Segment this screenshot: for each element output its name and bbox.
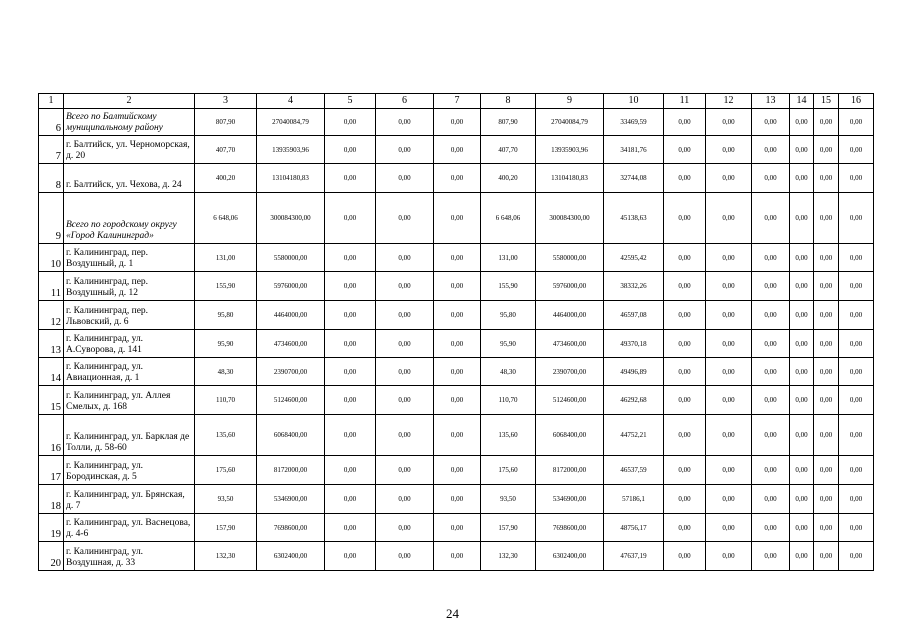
value-cell: 0,00 (664, 193, 706, 244)
value-cell: 0,00 (434, 301, 481, 330)
value-cell: 0,00 (752, 164, 790, 193)
row-number: 18 (39, 485, 64, 514)
value-cell: 0,00 (664, 244, 706, 272)
value-cell: 0,00 (325, 244, 376, 272)
header-cell: 5 (325, 94, 376, 109)
value-cell: 0,00 (790, 542, 814, 571)
value-cell: 0,00 (434, 415, 481, 456)
value-cell: 0,00 (839, 415, 874, 456)
value-cell: 42595,42 (604, 244, 664, 272)
table-row (39, 244, 874, 272)
value-cell: 0,00 (664, 456, 706, 485)
value-cell: 0,00 (752, 301, 790, 330)
table-row (39, 136, 874, 164)
value-cell: 32744,08 (604, 164, 664, 193)
value-cell: 0,00 (664, 272, 706, 301)
value-cell: 6302400,00 (536, 542, 604, 571)
value-cell: 0,00 (325, 164, 376, 193)
value-cell: 4464000,00 (536, 301, 604, 330)
value-cell: 0,00 (790, 272, 814, 301)
value-cell: 48,30 (195, 358, 257, 386)
value-cell: 0,00 (839, 164, 874, 193)
value-cell: 0,00 (376, 272, 434, 301)
value-cell: 407,70 (481, 136, 536, 164)
row-number: 8 (39, 164, 64, 193)
row-number: 19 (39, 514, 64, 542)
value-cell: 0,00 (752, 136, 790, 164)
value-cell: 0,00 (434, 386, 481, 415)
value-cell: 0,00 (325, 330, 376, 358)
value-cell: 0,00 (790, 109, 814, 136)
value-cell: 407,70 (195, 136, 257, 164)
value-cell: 300084300,00 (536, 193, 604, 244)
value-cell: 0,00 (706, 485, 752, 514)
row-number: 17 (39, 456, 64, 485)
row-number: 14 (39, 358, 64, 386)
value-cell: 0,00 (706, 272, 752, 301)
value-cell: 0,00 (814, 456, 839, 485)
header-cell: 2 (64, 94, 195, 109)
value-cell: 0,00 (706, 301, 752, 330)
value-cell: 0,00 (706, 193, 752, 244)
value-cell: 131,00 (481, 244, 536, 272)
value-cell: 6068400,00 (536, 415, 604, 456)
value-cell: 0,00 (752, 330, 790, 358)
table-row (39, 301, 874, 330)
row-number: 20 (39, 542, 64, 571)
value-cell: 7698600,00 (536, 514, 604, 542)
value-cell: 0,00 (325, 193, 376, 244)
value-cell: 13104180,83 (257, 164, 325, 193)
header-cell: 11 (664, 94, 706, 109)
value-cell: 0,00 (706, 415, 752, 456)
value-cell: 0,00 (325, 301, 376, 330)
value-cell: 93,50 (481, 485, 536, 514)
value-cell: 0,00 (752, 386, 790, 415)
value-cell: 175,60 (481, 456, 536, 485)
value-cell: 0,00 (706, 109, 752, 136)
value-cell: 46537,59 (604, 456, 664, 485)
value-cell: 0,00 (839, 542, 874, 571)
value-cell: 5124600,00 (257, 386, 325, 415)
value-cell: 0,00 (434, 514, 481, 542)
value-cell: 0,00 (752, 456, 790, 485)
value-cell: 0,00 (664, 485, 706, 514)
object-name: г. Калининград, ул. Брянская, д. 7 (64, 485, 195, 514)
value-cell: 33469,59 (604, 109, 664, 136)
value-cell: 0,00 (790, 415, 814, 456)
value-cell: 6068400,00 (257, 415, 325, 456)
row-number: 9 (39, 193, 64, 244)
value-cell: 0,00 (790, 301, 814, 330)
value-cell: 13935903,96 (536, 136, 604, 164)
value-cell: 5346900,00 (257, 485, 325, 514)
value-cell: 0,00 (706, 386, 752, 415)
value-cell: 8172000,00 (257, 456, 325, 485)
value-cell: 0,00 (664, 136, 706, 164)
value-cell: 0,00 (814, 415, 839, 456)
table-row (39, 415, 874, 456)
header-cell: 16 (839, 94, 874, 109)
value-cell: 0,00 (376, 456, 434, 485)
value-cell: 0,00 (706, 456, 752, 485)
value-cell: 5124600,00 (536, 386, 604, 415)
value-cell: 0,00 (814, 514, 839, 542)
table-row (39, 272, 874, 301)
value-cell: 46292,68 (604, 386, 664, 415)
value-cell: 0,00 (752, 272, 790, 301)
object-name: г. Калининград, пер. Львовский, д. 6 (64, 301, 195, 330)
header-cell: 10 (604, 94, 664, 109)
value-cell: 0,00 (376, 109, 434, 136)
value-cell: 0,00 (752, 358, 790, 386)
row-number: 12 (39, 301, 64, 330)
value-cell: 0,00 (790, 358, 814, 386)
value-cell: 0,00 (814, 301, 839, 330)
value-cell: 400,20 (195, 164, 257, 193)
value-cell: 0,00 (434, 542, 481, 571)
value-cell: 49496,89 (604, 358, 664, 386)
value-cell: 4734600,00 (257, 330, 325, 358)
value-cell: 0,00 (814, 485, 839, 514)
value-cell: 0,00 (664, 514, 706, 542)
value-cell: 0,00 (790, 136, 814, 164)
row-number: 13 (39, 330, 64, 358)
value-cell: 0,00 (839, 514, 874, 542)
value-cell: 0,00 (839, 485, 874, 514)
value-cell: 8172000,00 (536, 456, 604, 485)
value-cell: 400,20 (481, 164, 536, 193)
value-cell: 4464000,00 (257, 301, 325, 330)
value-cell: 0,00 (325, 272, 376, 301)
value-cell: 0,00 (706, 330, 752, 358)
value-cell: 0,00 (325, 109, 376, 136)
value-cell: 157,90 (481, 514, 536, 542)
value-cell: 0,00 (706, 244, 752, 272)
object-name: г. Калининград, ул. Аллея Смелых, д. 168 (64, 386, 195, 415)
value-cell: 2390700,00 (257, 358, 325, 386)
value-cell: 0,00 (325, 136, 376, 164)
value-cell: 0,00 (376, 330, 434, 358)
object-name: г. Калининград, ул. Барклая де Толли, д. 58-60 (64, 415, 195, 456)
value-cell: 44752,21 (604, 415, 664, 456)
value-cell: 0,00 (434, 330, 481, 358)
value-cell: 300084300,00 (257, 193, 325, 244)
value-cell: 0,00 (839, 272, 874, 301)
table-row (39, 109, 874, 136)
object-name: г. Калининград, ул. Васнецова, д. 4-6 (64, 514, 195, 542)
value-cell: 0,00 (790, 485, 814, 514)
value-cell: 47637,19 (604, 542, 664, 571)
value-cell: 6302400,00 (257, 542, 325, 571)
value-cell: 0,00 (814, 542, 839, 571)
value-cell: 135,60 (195, 415, 257, 456)
value-cell: 0,00 (664, 415, 706, 456)
value-cell: 0,00 (664, 358, 706, 386)
value-cell: 0,00 (790, 330, 814, 358)
value-cell: 5976000,00 (257, 272, 325, 301)
value-cell: 0,00 (839, 301, 874, 330)
value-cell: 110,70 (481, 386, 536, 415)
value-cell: 0,00 (376, 301, 434, 330)
value-cell: 27040084,79 (536, 109, 604, 136)
value-cell: 0,00 (752, 193, 790, 244)
value-cell: 0,00 (752, 244, 790, 272)
value-cell: 49370,18 (604, 330, 664, 358)
header-cell: 3 (195, 94, 257, 109)
object-name: Всего по Балтийскому муниципальному району (64, 109, 195, 136)
value-cell: 0,00 (839, 456, 874, 485)
value-cell: 0,00 (706, 358, 752, 386)
value-cell: 132,30 (481, 542, 536, 571)
value-cell: 0,00 (325, 415, 376, 456)
value-cell: 0,00 (664, 301, 706, 330)
value-cell: 0,00 (790, 456, 814, 485)
object-name: г. Калининград, пер. Воздушный, д. 12 (64, 272, 195, 301)
value-cell: 95,90 (195, 330, 257, 358)
value-cell: 0,00 (434, 164, 481, 193)
header-cell: 4 (257, 94, 325, 109)
value-cell: 0,00 (706, 164, 752, 193)
object-name: г. Калининград, ул. Воздушная, д. 33 (64, 542, 195, 571)
table-row (39, 456, 874, 485)
value-cell: 157,90 (195, 514, 257, 542)
value-cell: 807,90 (481, 109, 536, 136)
value-cell: 95,80 (195, 301, 257, 330)
value-cell: 57186,1 (604, 485, 664, 514)
value-cell: 0,00 (752, 514, 790, 542)
header-cell: 15 (814, 94, 839, 109)
table-row (39, 358, 874, 386)
value-cell: 807,90 (195, 109, 257, 136)
value-cell: 0,00 (814, 330, 839, 358)
header-cell: 6 (376, 94, 434, 109)
header-cell: 1 (39, 94, 64, 109)
value-cell: 0,00 (325, 542, 376, 571)
value-cell: 2390700,00 (536, 358, 604, 386)
value-cell: 0,00 (376, 542, 434, 571)
value-cell: 13104180,83 (536, 164, 604, 193)
value-cell: 7698600,00 (257, 514, 325, 542)
value-cell: 38332,26 (604, 272, 664, 301)
value-cell: 0,00 (325, 485, 376, 514)
row-number: 7 (39, 136, 64, 164)
value-cell: 0,00 (839, 244, 874, 272)
value-cell: 0,00 (814, 272, 839, 301)
object-name: г. Калининград, ул. Бородинская, д. 5 (64, 456, 195, 485)
value-cell: 0,00 (376, 244, 434, 272)
value-cell: 0,00 (325, 456, 376, 485)
value-cell: 0,00 (376, 485, 434, 514)
value-cell: 0,00 (752, 485, 790, 514)
value-cell: 0,00 (839, 193, 874, 244)
value-cell: 95,90 (481, 330, 536, 358)
value-cell: 0,00 (706, 136, 752, 164)
value-cell: 5580000,00 (536, 244, 604, 272)
value-cell: 0,00 (376, 164, 434, 193)
value-cell: 0,00 (376, 358, 434, 386)
header-cell: 8 (481, 94, 536, 109)
value-cell: 0,00 (325, 514, 376, 542)
value-cell: 0,00 (839, 109, 874, 136)
value-cell: 0,00 (839, 386, 874, 415)
object-name: г. Балтийск, ул. Черноморская, д. 20 (64, 136, 195, 164)
value-cell: 5346900,00 (536, 485, 604, 514)
value-cell: 0,00 (325, 386, 376, 415)
value-cell: 0,00 (376, 415, 434, 456)
table-row (39, 514, 874, 542)
value-cell: 6 648,06 (195, 193, 257, 244)
header-row (39, 94, 874, 109)
value-cell: 0,00 (839, 358, 874, 386)
value-cell: 0,00 (434, 272, 481, 301)
table-row (39, 330, 874, 358)
value-cell: 0,00 (434, 485, 481, 514)
data-table (38, 93, 874, 571)
value-cell: 0,00 (376, 386, 434, 415)
table-row (39, 542, 874, 571)
row-number: 10 (39, 244, 64, 272)
table-row (39, 193, 874, 244)
row-number: 16 (39, 415, 64, 456)
value-cell: 0,00 (376, 193, 434, 244)
value-cell: 0,00 (814, 164, 839, 193)
object-name: г. Калининград, ул. А.Суворова, д. 141 (64, 330, 195, 358)
value-cell: 13935903,96 (257, 136, 325, 164)
value-cell: 46597,08 (604, 301, 664, 330)
value-cell: 45138,63 (604, 193, 664, 244)
value-cell: 155,90 (195, 272, 257, 301)
value-cell: 0,00 (664, 542, 706, 571)
value-cell: 5976000,00 (536, 272, 604, 301)
object-name: Всего по городскому округу «Город Калининград» (64, 193, 195, 244)
value-cell: 135,60 (481, 415, 536, 456)
value-cell: 0,00 (814, 109, 839, 136)
value-cell: 0,00 (664, 386, 706, 415)
value-cell: 0,00 (752, 415, 790, 456)
value-cell: 0,00 (434, 244, 481, 272)
value-cell: 0,00 (790, 386, 814, 415)
table-row (39, 485, 874, 514)
header-cell: 9 (536, 94, 604, 109)
value-cell: 0,00 (434, 136, 481, 164)
value-cell: 110,70 (195, 386, 257, 415)
value-cell: 0,00 (376, 514, 434, 542)
value-cell: 5580000,00 (257, 244, 325, 272)
value-cell: 0,00 (814, 244, 839, 272)
table-row (39, 164, 874, 193)
row-number: 11 (39, 272, 64, 301)
value-cell: 175,60 (195, 456, 257, 485)
value-cell: 4734600,00 (536, 330, 604, 358)
value-cell: 0,00 (376, 136, 434, 164)
value-cell: 0,00 (814, 358, 839, 386)
value-cell: 48756,17 (604, 514, 664, 542)
table-row (39, 386, 874, 415)
header-cell: 7 (434, 94, 481, 109)
object-name: г. Калининград, ул. Авиационная, д. 1 (64, 358, 195, 386)
value-cell: 0,00 (839, 330, 874, 358)
value-cell: 34181,76 (604, 136, 664, 164)
value-cell: 0,00 (790, 193, 814, 244)
value-cell: 131,00 (195, 244, 257, 272)
value-cell: 0,00 (664, 109, 706, 136)
header-cell: 14 (790, 94, 814, 109)
value-cell: 0,00 (664, 164, 706, 193)
value-cell: 0,00 (325, 358, 376, 386)
value-cell: 0,00 (752, 542, 790, 571)
object-name: г. Калининград, пер. Воздушный, д. 1 (64, 244, 195, 272)
value-cell: 0,00 (814, 136, 839, 164)
value-cell: 0,00 (790, 164, 814, 193)
value-cell: 6 648,06 (481, 193, 536, 244)
row-number: 15 (39, 386, 64, 415)
value-cell: 0,00 (790, 514, 814, 542)
value-cell: 155,90 (481, 272, 536, 301)
value-cell: 0,00 (434, 109, 481, 136)
value-cell: 93,50 (195, 485, 257, 514)
value-cell: 95,80 (481, 301, 536, 330)
page-number: 24 (446, 606, 459, 621)
header-cell: 12 (706, 94, 752, 109)
value-cell: 0,00 (814, 386, 839, 415)
value-cell: 132,30 (195, 542, 257, 571)
value-cell: 0,00 (752, 109, 790, 136)
object-name: г. Балтийск, ул. Чехова, д. 24 (64, 164, 195, 193)
value-cell: 0,00 (434, 456, 481, 485)
value-cell: 0,00 (839, 136, 874, 164)
header-cell: 13 (752, 94, 790, 109)
value-cell: 0,00 (664, 330, 706, 358)
value-cell: 0,00 (434, 193, 481, 244)
value-cell: 0,00 (706, 514, 752, 542)
value-cell: 0,00 (790, 244, 814, 272)
value-cell: 48,30 (481, 358, 536, 386)
value-cell: 0,00 (706, 542, 752, 571)
row-number: 6 (39, 109, 64, 136)
value-cell: 27040084,79 (257, 109, 325, 136)
value-cell: 0,00 (434, 358, 481, 386)
value-cell: 0,00 (814, 193, 839, 244)
